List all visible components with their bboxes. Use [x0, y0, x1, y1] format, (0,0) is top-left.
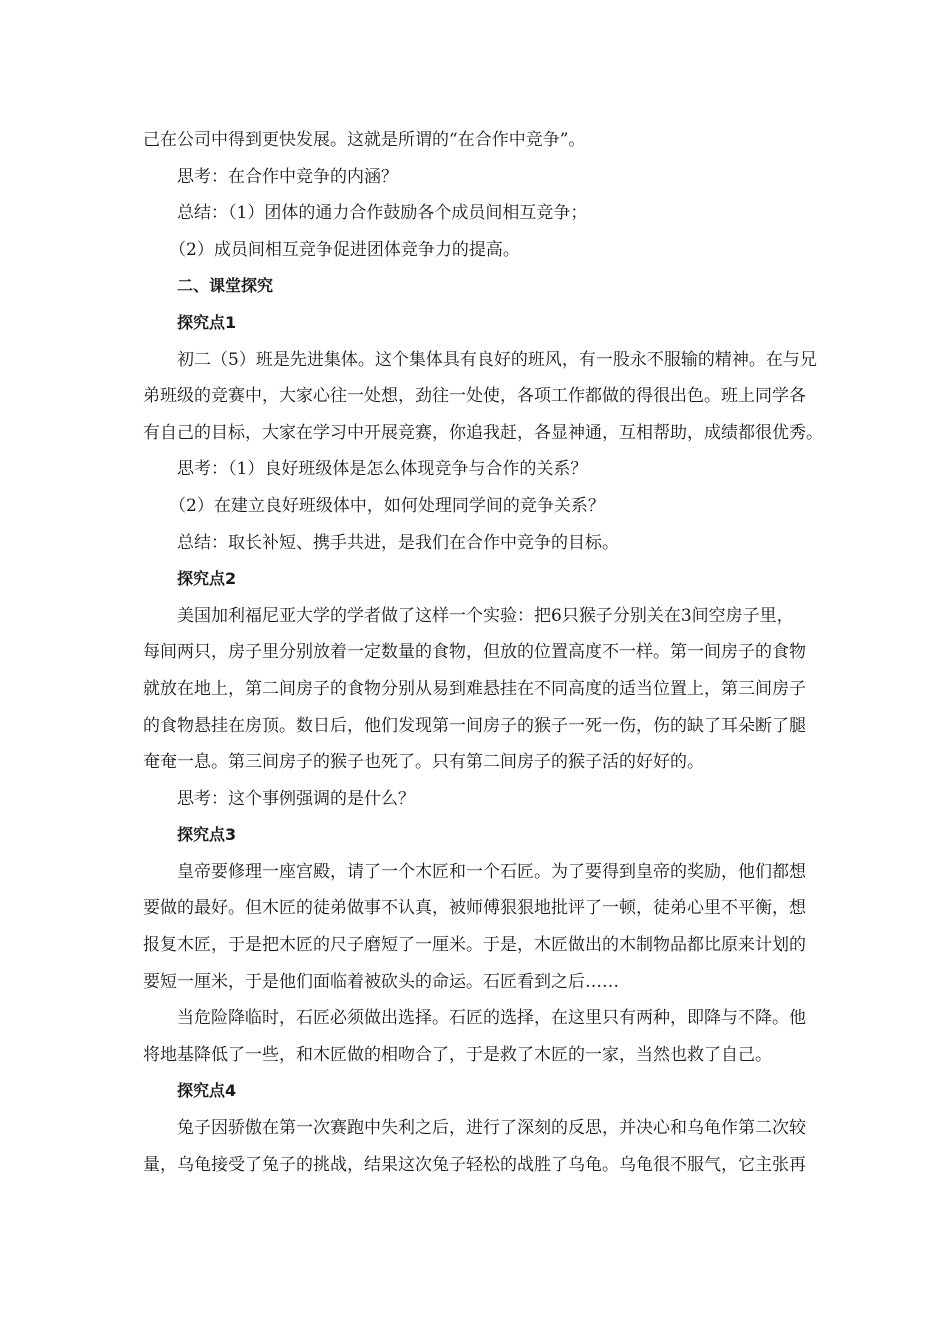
paragraph-line: 己在公司中得到更快发展。这就是所谓的“在合作中竞争”。	[143, 130, 586, 150]
paragraph-line: 有自己的目标，大家在学习中开展竞赛，你追我赶，各显神通，互相帮助，成绩都很优秀。	[143, 422, 823, 443]
subsection-heading: 探究点2	[177, 569, 237, 589]
think-question: （2）在建立良好班级体中，如何处理同学间的竞争关系？	[169, 495, 605, 516]
subsection-heading: 探究点4	[177, 1081, 237, 1101]
subsection-heading: 探究点3	[177, 825, 237, 845]
paragraph-line: 兔子因骄傲在第一次赛跑中失利之后，进行了深刻的反思，并决心和乌龟作第二次较	[177, 1118, 806, 1139]
paragraph-line: 要短一厘米，于是他们面临着被砍头的命运。石匠看到之后……	[143, 971, 619, 992]
paragraph-line: 报复木匠，于是把木匠的尺子磨短了一厘米。于是，木匠做出的木制物品都比原来计划的	[143, 935, 806, 956]
paragraph-line: 弟班级的竞赛中，大家心往一处想，劲往一处使，各项工作都做的得很出色。班上同学各	[143, 386, 806, 407]
document-page	[143, 122, 823, 1183]
section-heading: 二、课堂探究	[177, 276, 274, 296]
summary-line: 总结：取长补短、携手共进，是我们在合作中竞争的目标。	[177, 532, 619, 553]
paragraph-line: 就放在地上，第二间房子的食物分别从易到难悬挂在不同高度的适当位置上，第三间房子	[143, 678, 806, 699]
summary-line: 总结：（1）团体的通力合作鼓励各个成员间相互竞争；	[177, 203, 588, 224]
paragraph-line: 将地基降低了一些，和木匠做的相吻合了，于是救了木匠的一家，当然也救了自己。	[143, 1044, 772, 1065]
subsection-heading: 探究点1	[177, 312, 237, 332]
summary-line: （2）成员间相互竞争促进团体竞争力的提高。	[169, 239, 520, 260]
paragraph-line: 奄奄一息。第三间房子的猴子也死了。只有第二间房子的猴子活的好好的。	[143, 752, 704, 773]
paragraph-line: 初二（5）班是先进集体。这个集体具有良好的班风，有一股永不服输的精神。在与兄	[177, 349, 817, 370]
paragraph-line: 美国加利福尼亚大学的学者做了这样一个实验：把6只猴子分别关在3间空房子里，	[177, 605, 794, 626]
paragraph-line: 每间两只，房子里分别放着一定数量的食物，但放的位置高度不一样。第一间房子的食物	[143, 642, 806, 663]
paragraph-line: 当危险降临时，石匠必须做出选择。石匠的选择，在这里只有两种，即降与不降。他	[177, 1008, 806, 1029]
paragraph-line: 的食物悬挂在房顶。数日后，他们发现第一间房子的猴子一死一伤，伤的缺了耳朵断了腿	[143, 715, 806, 736]
think-question: 思考：（1）良好班级体是怎么体现竞争与合作的关系？	[177, 459, 588, 480]
think-question: 思考：这个事例强调的是什么？	[177, 788, 415, 809]
think-question: 思考：在合作中竞争的内涵？	[177, 166, 398, 187]
paragraph-line: 量，乌龟接受了兔子的挑战，结果这次兔子轻松的战胜了乌龟。乌龟很不服气，它主张再	[143, 1154, 806, 1175]
paragraph-line: 皇帝要修理一座宫殿，请了一个木匠和一个石匠。为了要得到皇帝的奖励，他们都想	[177, 861, 806, 882]
paragraph-line: 要做的最好。但木匠的徒弟做事不认真，被师傅狠狠地批评了一顿，徒弟心里不平衡，想	[143, 898, 806, 919]
